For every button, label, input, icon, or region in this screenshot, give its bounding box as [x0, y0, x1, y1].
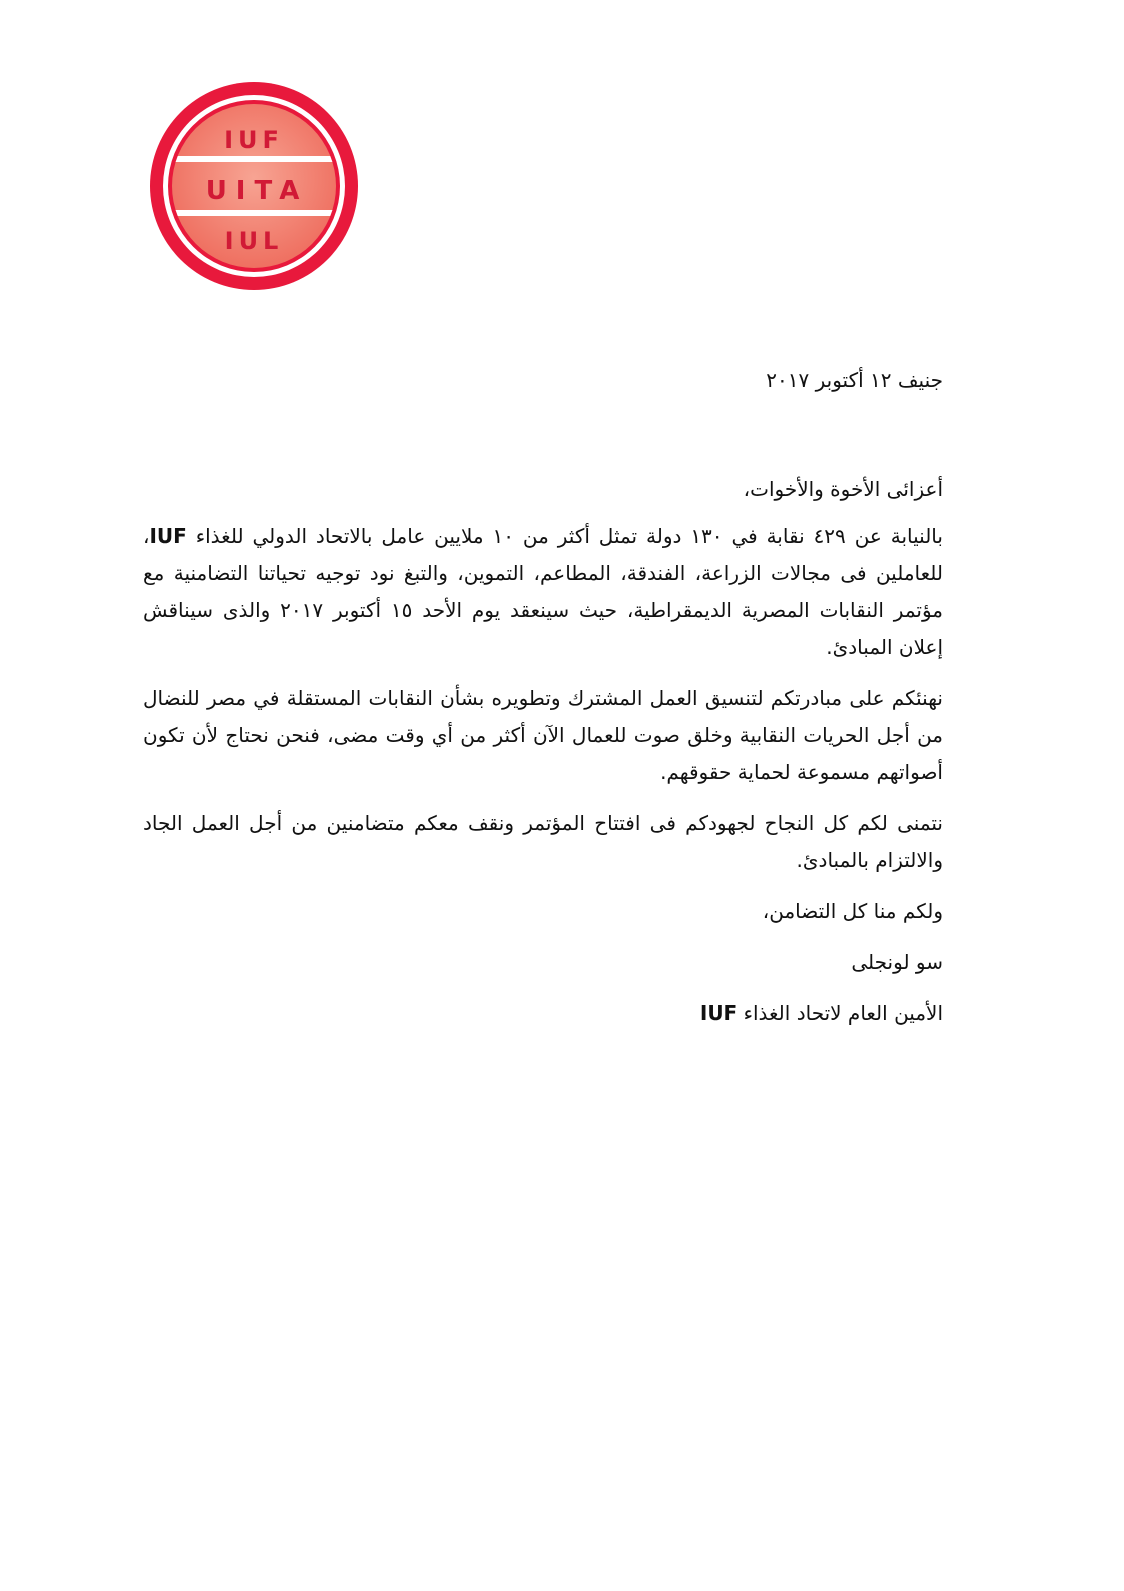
paragraph-1-before: بالنيابة عن ٤٢٩ نقابة في ١٣٠ دولة تمثل أكثر من ١٠ ملايين عامل بالاتحاد الدولي للغذاء [186, 524, 943, 548]
paragraph-2: نهنئكم على مبادرتكم لتنسيق العمل المشترك وتطويره بشأن النقابات المستقلة في مصر للنضال من أجل الحريات النقابية وخلق صوت للعمال الآن أكثر من أي وقت مضى، فنحن نحتاج لأن تكون أصواتهم مسموعة لحماية حقوقهم. [143, 686, 943, 784]
salutation: أعزائى الأخوة والأخوات، [743, 477, 943, 501]
iuf-logo [146, 78, 362, 294]
paragraph-1 [143, 518, 943, 666]
letter-date: جنيف ١٢ أكتوبر ٢٠١٧ [766, 368, 943, 392]
paragraph-1-iuf: IUF [149, 524, 187, 548]
signature-title [143, 995, 943, 1032]
paragraph-1-after: ، للعاملين فى مجالات الزراعة، الفندقة، المطاعم، التموين، والتبغ نود توجيه تحياتنا التضامنية مع مؤتمر النقابات المصرية الديمقراطية، حيث سينعقد يوم الأحد ١٥ أكتوبر ٢٠١٧ والذى سيناقش إعلان المبادئ. [143, 524, 944, 659]
signature-name: سو لونجلى [851, 950, 943, 974]
signature-title-text: الأمين العام لاتحاد الغذاء [737, 1001, 943, 1025]
logo-text-iul: IUL [224, 227, 284, 255]
letter-body [143, 362, 943, 1032]
closing-line: ولكم منا كل التضامن، [762, 899, 943, 923]
logo-text-uita: UITA [205, 176, 309, 206]
paragraph-3: نتمنى لكم كل النجاح لجهودكم فى افتتاح المؤتمر ونقف معكم متضامنين من أجل العمل الجاد والالتزام بالمبادئ. [143, 811, 943, 872]
signature-title-iuf: IUF [699, 1001, 738, 1025]
logo-text-iuf: IUF [224, 126, 284, 154]
